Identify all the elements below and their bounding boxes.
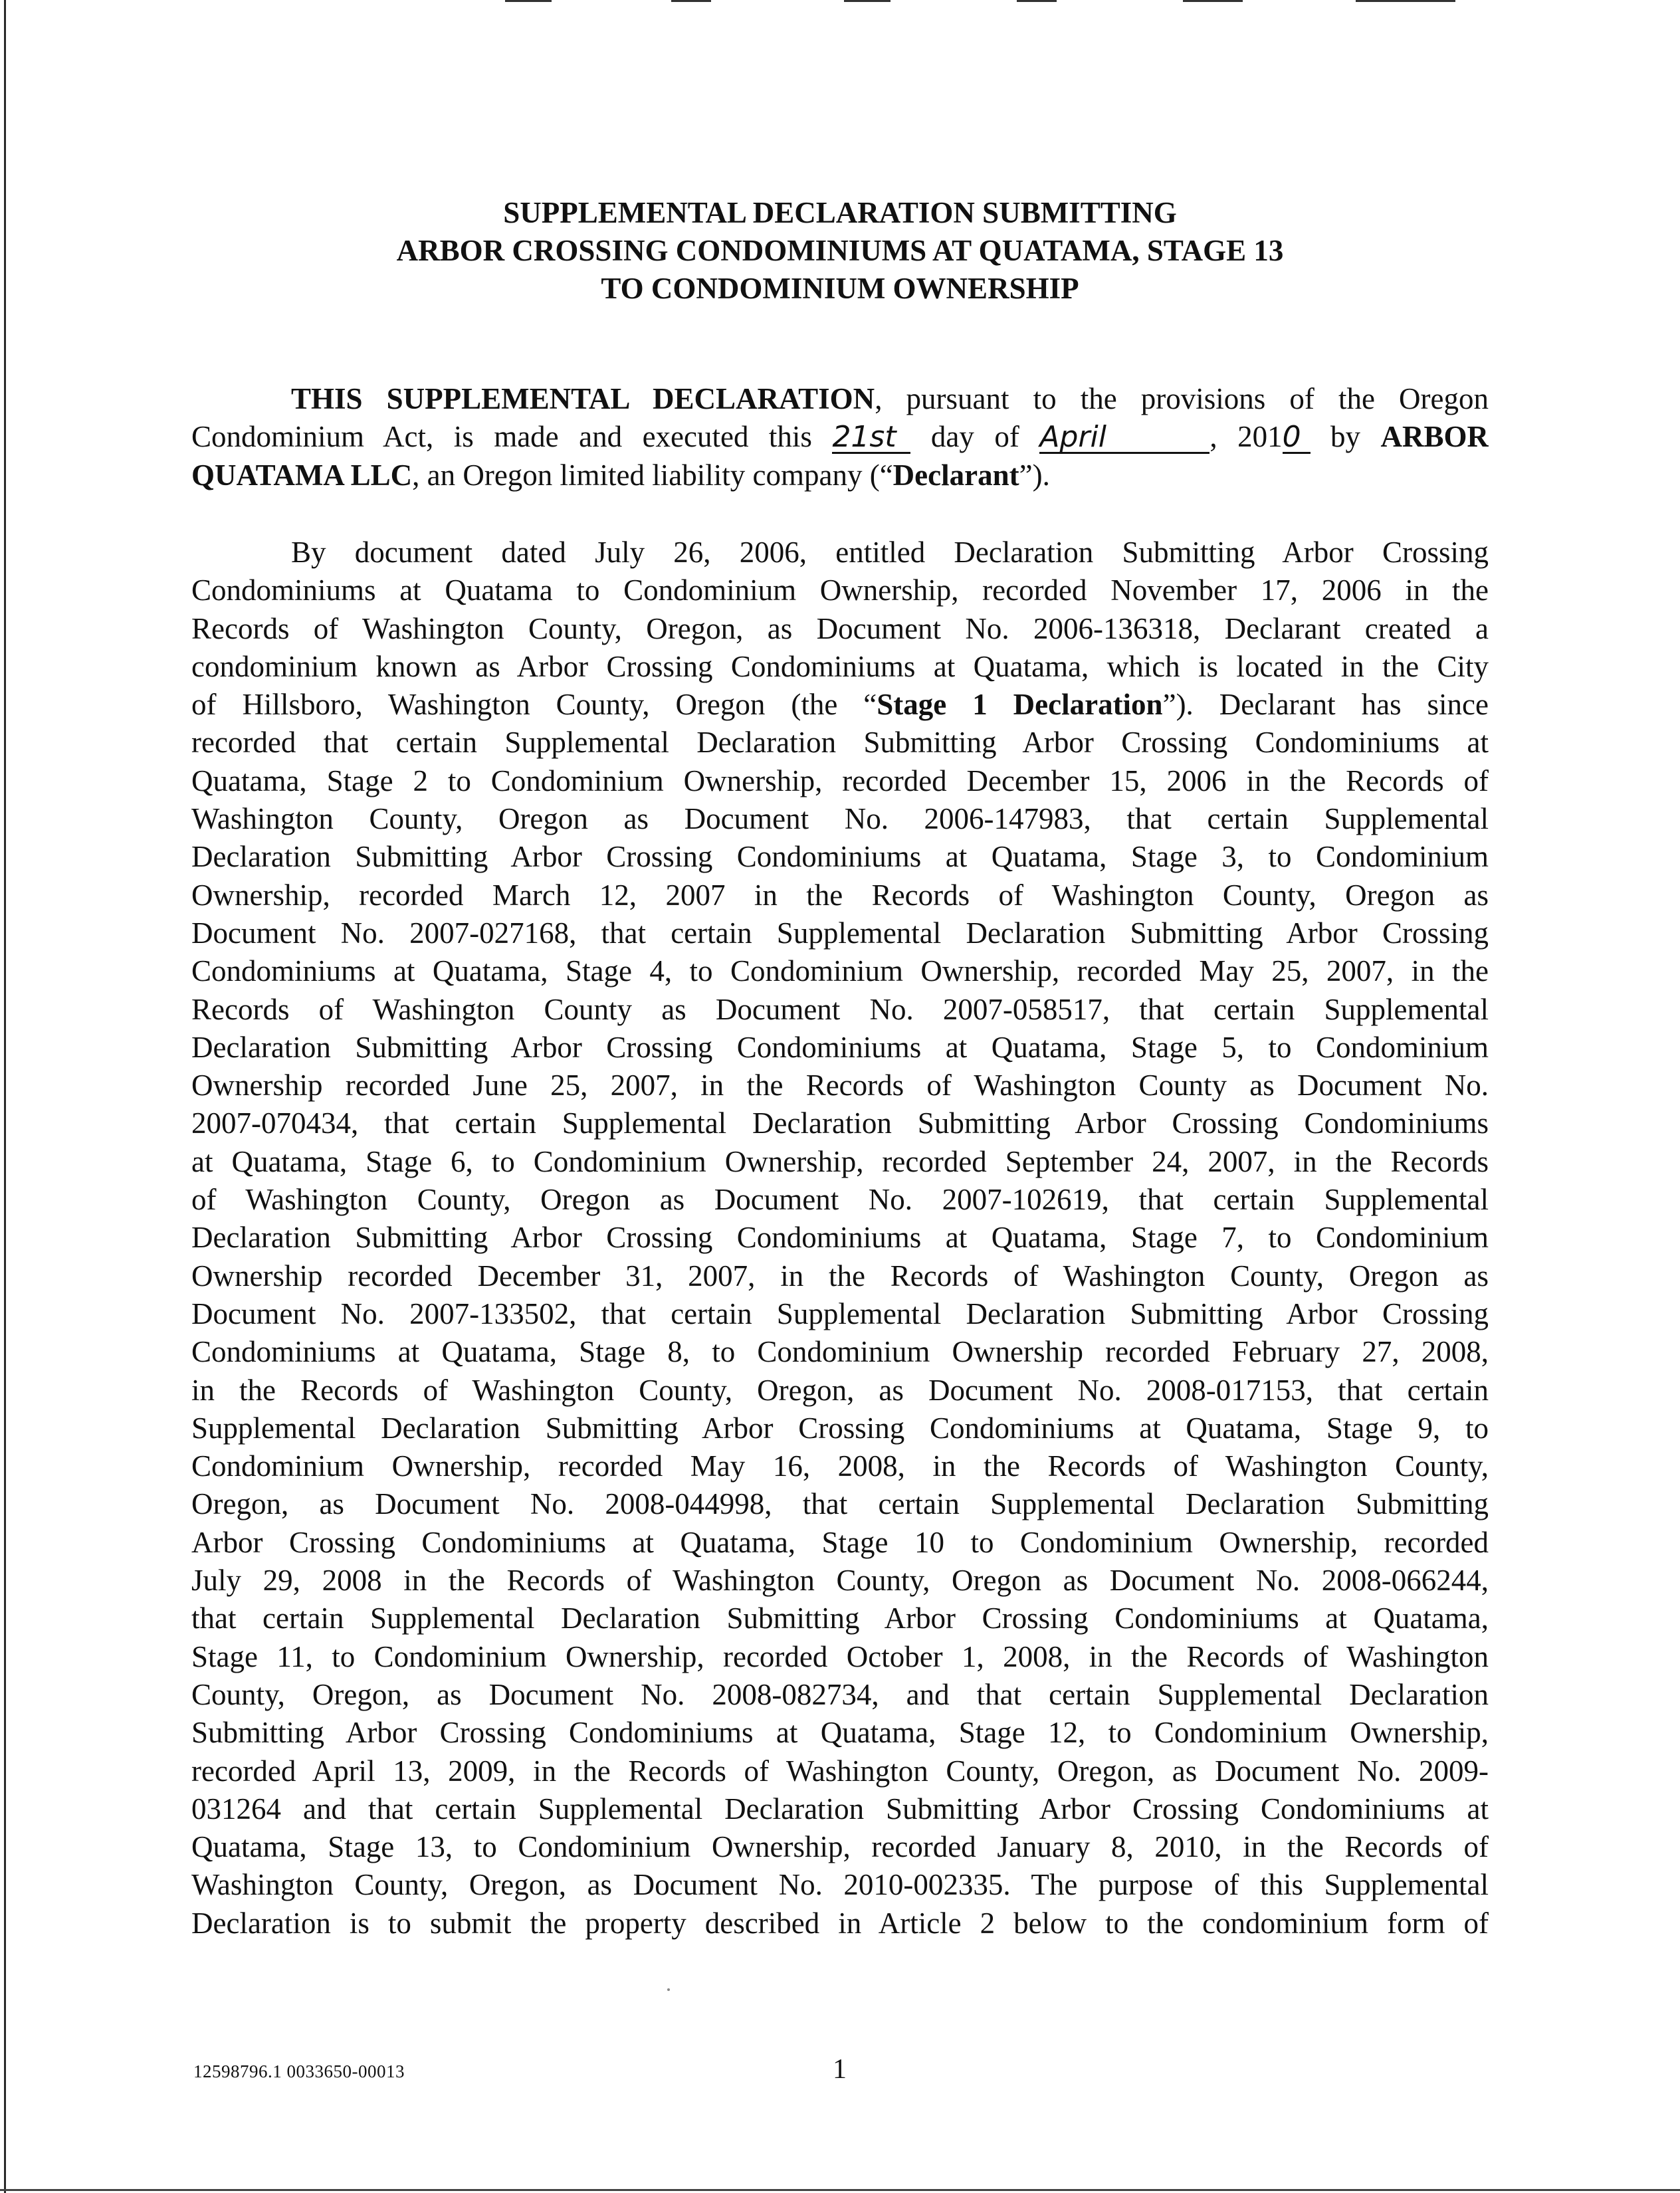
text-line: Condominiums at Quatama, Stage 4, to Condominium Ownership, recorded May 25, 2007, in the	[191, 954, 1489, 988]
text-line: Ownership, recorded March 12, 2007 in the Records of Washington County, Oregon as	[191, 878, 1489, 912]
scan-edge-bottom	[0, 2189, 1680, 2191]
text-line: Declaration Submitting Arbor Crossing Condominiums at Quatama, Stage 7, to Condominium	[191, 1221, 1489, 1255]
text-line: of Washington County, Oregon as Document No. 2007-102619, that certain Supplemental	[191, 1183, 1489, 1217]
scan-mark	[671, 0, 711, 2]
text-run: of Hillsboro, Washington County, Oregon (the “	[191, 688, 877, 722]
text-run: , an Oregon limited liability company (“	[412, 458, 893, 492]
text-line: Condominiums at Quatama, Stage 8, to Condominium Ownership recorded February 27, 2008,	[191, 1335, 1489, 1369]
footer-document-id: 12598796.1 0033650-00013	[193, 2061, 405, 2081]
bold-term: THIS SUPPLEMENTAL DECLARATION	[291, 382, 875, 415]
text-line	[191, 418, 1489, 456]
bold-term: Declarant	[892, 458, 1019, 492]
text-line: in the Records of Washington County, Oregon, as Document No. 2008-017153, that certain	[191, 1373, 1489, 1407]
handwritten-year: 0	[1283, 423, 1311, 454]
scan-mark	[1183, 0, 1243, 2]
text-line: Document No. 2007-133502, that certain Supplemental Declaration Submitting Arbor Crossing	[191, 1297, 1489, 1330]
title-line: ARBOR CROSSING CONDOMINIUMS AT QUATAMA, STAGE 13	[396, 234, 1284, 267]
text-run: Condominium Act, is made and executed this	[191, 420, 812, 454]
text-line: Records of Washington County as Document No. 2007-058517, that certain Supplemental	[191, 992, 1489, 1026]
text-run: day of	[930, 420, 1019, 454]
text-run: by	[1310, 420, 1381, 454]
text-line	[191, 380, 1489, 418]
text-line: Ownership recorded June 25, 2007, in the Records of Washington County as Document No.	[191, 1069, 1489, 1102]
text-line: recorded that certain Supplemental Declaration Submitting Arbor Crossing Condominiums at	[191, 726, 1489, 760]
text-line: Washington County, Oregon as Document No. 2006-147983, that certain Supplemental	[191, 802, 1489, 836]
text-line: Quatama, Stage 2 to Condominium Ownership, recorded December 15, 2006 in the Records of	[191, 764, 1489, 797]
title-line: TO CONDOMINIUM OWNERSHIP	[601, 272, 1079, 305]
document-title	[191, 194, 1489, 308]
text-run: , pursuant to the provisions of the Oregon	[875, 382, 1489, 415]
scan-mark	[1356, 0, 1455, 2]
text-line: 2007-070434, that certain Supplemental Declaration Submitting Arbor Crossing Condominiums	[191, 1106, 1489, 1140]
text-line: By document dated July 26, 2006, entitled Declaration Submitting Arbor Crossing	[291, 536, 1489, 569]
text-line: Condominium Ownership, recorded May 16, 2008, in the Records of Washington County,	[191, 1449, 1489, 1483]
bold-term: QUATAMA LLC	[191, 458, 413, 492]
title-line: SUPPLEMENTAL DECLARATION SUBMITTING	[503, 196, 1177, 229]
text-line: County, Oregon, as Document No. 2008-082734, and that certain Supplemental Declaration	[191, 1677, 1489, 1711]
text-run: ”). Declarant has since	[1162, 688, 1489, 722]
scan-speck	[667, 1988, 670, 1991]
body-paragraph	[191, 534, 1489, 1942]
text-line: Declaration Submitting Arbor Crossing Condominiums at Quatama, Stage 3, to Condominium	[191, 840, 1489, 874]
scan-mark	[844, 0, 891, 2]
text-line: Washington County, Oregon, as Document No. 2010-002335. The purpose of this Supplemental	[191, 1868, 1489, 1902]
handwritten-month: April	[1039, 423, 1209, 454]
scan-mark	[1017, 0, 1057, 2]
text-line	[191, 686, 1489, 724]
text-line: Stage 11, to Condominium Ownership, recorded October 1, 2008, in the Records of Washington	[191, 1639, 1489, 1673]
text-line: at Quatama, Stage 6, to Condominium Ownership, recorded September 24, 2007, in the Records	[191, 1144, 1489, 1178]
bold-term: Stage 1 Declaration	[877, 688, 1163, 722]
text-line: recorded April 13, 2009, in the Records of Washington County, Oregon, as Document No. 2009-	[191, 1754, 1489, 1788]
intro-paragraph	[191, 380, 1489, 494]
text-line: condominium known as Arbor Crossing Condominiums at Quatama, which is located in the City	[191, 649, 1489, 683]
text-line: Records of Washington County, Oregon, as Document No. 2006-136318, Declarant created a	[191, 611, 1489, 645]
text-line: Submitting Arbor Crossing Condominiums at Quatama, Stage 12, to Condominium Ownership,	[191, 1716, 1489, 1750]
page-number: 1	[833, 2054, 847, 2085]
text-line: Declaration is to submit the property described in Article 2 below to the condominium form of	[191, 1906, 1489, 1940]
text-line: Declaration Submitting Arbor Crossing Condominiums at Quatama, Stage 5, to Condominium	[191, 1030, 1489, 1064]
text-line: Document No. 2007-027168, that certain Supplemental Declaration Submitting Arbor Crossing	[191, 916, 1489, 950]
text-run: , 201	[1209, 420, 1283, 454]
text-line: Arbor Crossing Condominiums at Quatama, Stage 10 to Condominium Ownership, recorded	[191, 1525, 1489, 1559]
handwritten-day: 21st	[832, 423, 910, 454]
text-line: Ownership recorded December 31, 2007, in the Records of Washington County, Oregon as	[191, 1259, 1489, 1293]
text-line: Condominiums at Quatama to Condominium Ownership, recorded November 17, 2006 in the	[191, 574, 1489, 607]
text-line: Supplemental Declaration Submitting Arbor Crossing Condominiums at Quatama, Stage 9, to	[191, 1411, 1489, 1445]
bold-term: ARBOR	[1380, 420, 1489, 454]
scan-edge-left	[4, 0, 6, 2193]
text-line: 031264 and that certain Supplemental Declaration Submitting Arbor Crossing Condominiums at	[191, 1792, 1489, 1826]
text-run: ”).	[1019, 458, 1050, 492]
text-line: Oregon, as Document No. 2008-044998, that certain Supplemental Declaration Submitting	[191, 1487, 1489, 1521]
text-line	[191, 457, 1489, 494]
text-line: Quatama, Stage 13, to Condominium Ownership, recorded January 8, 2010, in the Records of	[191, 1830, 1489, 1864]
text-line: that certain Supplemental Declaration Submitting Arbor Crossing Condominiums at Quatama,	[191, 1602, 1489, 1635]
body-lines	[191, 724, 1489, 1942]
scan-mark	[505, 0, 552, 2]
text-line: July 29, 2008 in the Records of Washington County, Oregon as Document No. 2008-066244,	[191, 1564, 1489, 1598]
